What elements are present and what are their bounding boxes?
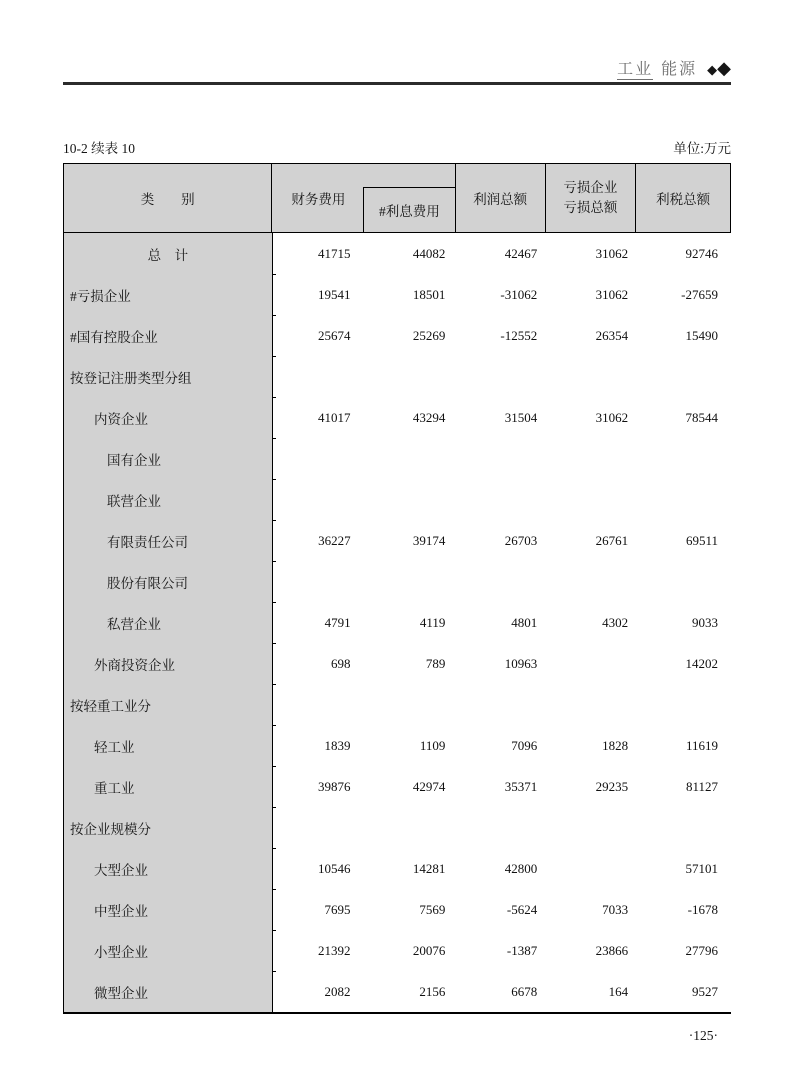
cell-profit-tax-total: 78544 [685,409,718,425]
row-label-cell [64,684,273,725]
row-label: 轻工业 [94,739,135,755]
cell-profit-total [456,561,546,602]
column-header-category: 类 别 [64,164,272,232]
cell-profit-tax-total: -1678 [687,901,718,917]
unit-label: 单位:万元 [673,141,731,156]
cell-interest-expense: 2156 [419,983,446,999]
cell-interest-expense: 44082 [412,245,446,261]
cell-profit-total: 35371 [504,778,538,794]
row-label: 按企业规模分 [70,821,151,837]
cell-finance-expense: 2082 [324,983,351,999]
cell-profit-tax-total: 27796 [685,942,718,958]
loss-header-line2: 亏损总额 [563,200,618,215]
cell-loss-enterprise-loss-total [546,479,637,520]
cell-finance-expense [273,807,365,848]
row-label-cell [64,889,273,930]
table-row [64,848,731,889]
row-label-cell [64,725,273,766]
row-label: 按轻重工业分 [70,698,151,714]
table-caption: 10-2 续表 10 [63,141,135,156]
cell-profit-total: 42467 [504,245,538,261]
cell-loss-enterprise-loss-total: 23866 [595,942,629,958]
cell-profit-tax-total: 81127 [685,778,718,794]
row-label-cell [64,438,273,479]
table-row [64,356,731,397]
cell-finance-expense: 1839 [324,737,351,753]
cell-interest-expense [365,561,457,602]
cell-profit-tax-total: 9033 [692,614,718,630]
row-label: 按登记注册类型分组 [70,370,192,386]
cell-interest-expense: 42974 [412,778,446,794]
table-row [64,438,731,479]
cell-profit-total: 6678 [511,983,538,999]
cell-finance-expense [273,684,365,725]
cell-profit-tax-total: 57101 [685,860,718,876]
table-row [64,479,731,520]
row-label: 有限责任公司 [107,534,188,550]
row-label-cell [64,848,273,889]
cell-interest-expense: 25269 [412,327,446,343]
cell-interest-expense: 39174 [412,532,446,548]
row-label-cell [64,274,273,315]
cell-loss-enterprise-loss-total [546,848,637,889]
cell-interest-expense: 789 [425,655,446,671]
table-row [64,971,731,1012]
cell-loss-enterprise-loss-total: 31062 [595,286,629,302]
table-row [64,930,731,971]
table-row [64,602,731,643]
cell-profit-tax-total [637,479,731,520]
loss-header-line1: 亏损企业 [563,180,618,196]
cell-profit-total: 31504 [504,409,538,425]
cell-interest-expense [365,356,457,397]
cell-finance-expense: 10546 [318,860,351,876]
table-row [64,520,731,561]
cell-profit-total [456,479,546,520]
row-label-cell [64,971,273,1012]
cell-profit-tax-total [637,684,731,725]
cell-loss-enterprise-loss-total [546,807,637,848]
cell-profit-total: -31062 [500,286,538,302]
banner-section-energy: 能源 [661,61,698,78]
table-row [64,725,731,766]
cell-finance-expense: 39876 [318,778,351,794]
column-header-loss-total [546,164,637,232]
cell-loss-enterprise-loss-total: 29235 [595,778,629,794]
cell-profit-total: -1387 [506,942,538,958]
cell-profit-total [456,356,546,397]
cell-interest-expense: 4119 [419,614,446,630]
row-label-cell [64,766,273,807]
table-row [64,684,731,725]
row-label-cell [64,602,273,643]
column-header-finance-expense [272,164,455,232]
row-label-cell [64,233,273,274]
cell-profit-total: -12552 [500,327,538,343]
cell-loss-enterprise-loss-total: 164 [608,983,629,999]
row-label: 私营企业 [107,616,161,632]
row-label-cell [64,520,273,561]
cell-finance-expense: 41715 [318,245,351,261]
table-row [64,233,731,274]
page-header [63,56,731,79]
cell-profit-tax-total [637,807,731,848]
table-row [64,274,731,315]
cell-interest-expense [365,807,457,848]
row-label: 内资企业 [94,411,148,427]
table-header-row [64,164,731,233]
cell-profit-total [456,684,546,725]
cell-profit-total: 10963 [504,655,538,671]
row-label: 小型企业 [94,944,148,960]
column-header-profit-total: 利润总额 [456,164,546,232]
cell-loss-enterprise-loss-total [546,561,637,602]
table-row [64,561,731,602]
cell-profit-total: 26703 [504,532,538,548]
cell-interest-expense: 1109 [419,737,446,753]
cell-profit-total [456,438,546,479]
caption-row [63,137,731,157]
finance-expense-label: 财务费用 [291,192,346,207]
cell-loss-enterprise-loss-total: 1828 [602,737,629,753]
cell-profit-total: 4801 [511,614,538,630]
cell-loss-enterprise-loss-total: 31062 [595,245,629,261]
cell-finance-expense [273,438,365,479]
cell-profit-tax-total [637,438,731,479]
row-label: 总 计 [147,247,189,263]
banner-section-industry: 工业 [617,61,654,78]
row-label: 大型企业 [94,862,148,878]
table-row [64,807,731,848]
cell-profit-tax-total: 9527 [691,983,718,999]
cell-loss-enterprise-loss-total [546,643,637,684]
table-row [64,643,731,684]
cell-interest-expense [365,438,457,479]
cell-profit-tax-total: 11619 [685,737,718,753]
cell-finance-expense [273,356,365,397]
cell-interest-expense [365,479,457,520]
cell-loss-enterprise-loss-total: 26761 [595,532,629,548]
cell-interest-expense: 14281 [412,860,446,876]
cell-interest-expense: 7569 [419,901,446,917]
header-rule [63,82,731,85]
cell-profit-tax-total: 14202 [685,655,718,671]
row-label-cell [64,315,273,356]
cell-finance-expense: 41017 [318,409,351,425]
cell-profit-total: 42800 [504,860,538,876]
diamond-icon-large: ◆ [717,58,731,78]
table-row [64,315,731,356]
cell-finance-expense: 4791 [324,614,351,630]
row-label: 中型企业 [94,903,148,919]
row-label: 微型企业 [94,985,148,1001]
cell-loss-enterprise-loss-total: 7033 [602,901,629,917]
column-header-profit-tax-total: 利税总额 [656,192,711,207]
row-label: 国有企业 [107,452,161,468]
cell-profit-tax-total [637,356,731,397]
row-label-cell [64,561,273,602]
cell-finance-expense: 36227 [318,532,351,548]
cell-finance-expense: 25674 [318,327,351,343]
cell-profit-total: -5624 [506,901,538,917]
cell-profit-tax-total: 69511 [685,532,718,548]
cell-interest-expense [365,684,457,725]
cell-finance-expense: 21392 [318,942,351,958]
cell-profit-total: 7096 [511,737,538,753]
row-label: 联营企业 [107,493,161,509]
row-label: 外商投资企业 [94,657,175,673]
cell-loss-enterprise-loss-total: 26354 [595,327,629,343]
cell-interest-expense: 20076 [412,942,446,958]
diamond-icon-small: ◆ [707,62,718,77]
cell-profit-tax-total: 15490 [685,327,718,343]
cell-finance-expense [273,561,365,602]
statistics-table [63,163,731,1014]
cell-profit-tax-total [637,561,731,602]
cell-profit-tax-total: -27659 [681,286,718,302]
cell-finance-expense: 698 [331,655,351,671]
cell-loss-enterprise-loss-total: 4302 [602,614,629,630]
cell-interest-expense: 43294 [412,409,446,425]
cell-loss-enterprise-loss-total [546,438,637,479]
cell-profit-tax-total: 92746 [685,245,719,261]
table-body [64,233,731,1012]
row-label-cell [64,356,273,397]
row-label-cell [64,930,273,971]
row-label-cell [64,807,273,848]
cell-loss-enterprise-loss-total: 31062 [595,409,629,425]
cell-finance-expense [273,479,365,520]
cell-finance-expense: 7695 [324,901,351,917]
cell-profit-total [456,807,546,848]
row-label-cell [64,479,273,520]
table-row [64,889,731,930]
cell-interest-expense: 18501 [412,286,446,302]
cell-loss-enterprise-loss-total [546,356,637,397]
cell-loss-enterprise-loss-total [546,684,637,725]
table-row [64,397,731,438]
row-label: #亏损企业 [70,288,131,304]
row-label: #国有控股企业 [70,329,158,345]
row-label: 股份有限公司 [107,575,188,591]
cell-finance-expense: 19541 [318,286,351,302]
page-number: ·125· [688,1028,718,1043]
row-label-cell [64,397,273,438]
table-row [64,766,731,807]
row-label: 重工业 [94,780,135,796]
column-header-interest-expense: #利息费用 [363,187,455,232]
row-label-cell [64,643,273,684]
